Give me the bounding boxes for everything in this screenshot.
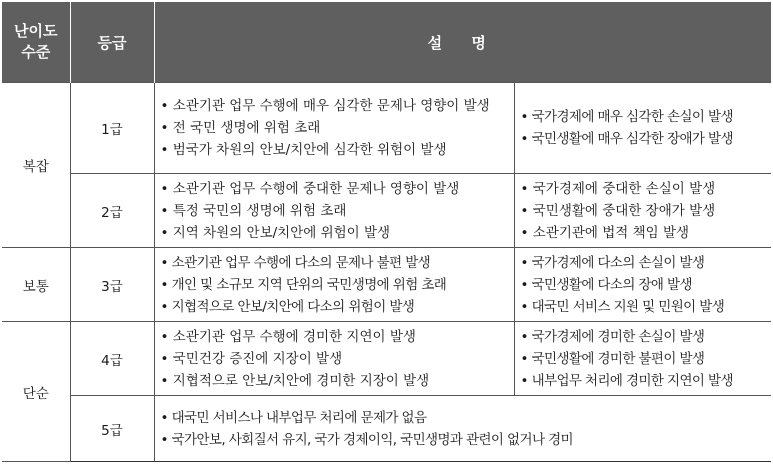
grade-2-description-right xyxy=(514,174,771,248)
header-grade: 등급 xyxy=(70,2,154,83)
grade-2-description-left xyxy=(154,174,514,248)
table-row-grade-4 xyxy=(2,322,771,396)
grade-3-description-right xyxy=(514,248,771,322)
list-item: • 지역 차원의 안보/치안에 위험이 발생 xyxy=(161,222,510,244)
list-item: • 국민생활에 경미한 불편이 발생 xyxy=(521,348,768,370)
list-item: • 소관기관에 법적 책임 발생 xyxy=(521,222,768,244)
level-simple: 단순 xyxy=(2,322,70,462)
list-item: • 범국가 차원의 안보/치안에 심각한 위험이 발생 xyxy=(161,139,510,161)
list-item: • 국민생활에 중대한 장애가 발생 xyxy=(521,200,768,222)
level-normal: 보통 xyxy=(2,248,70,322)
list-item: • 국가경제에 매우 심각한 손실이 발생 xyxy=(521,106,768,128)
list-item: • 대국민 서비스나 내부업무 처리에 문제가 없음 xyxy=(161,407,768,429)
level-complex: 복잡 xyxy=(2,83,70,248)
grade-2: 2급 xyxy=(70,174,154,248)
grade-4: 4급 xyxy=(70,322,154,396)
grade-1-description-right xyxy=(514,83,771,174)
grade-5-description xyxy=(154,396,771,462)
grade-3: 3급 xyxy=(70,248,154,322)
list-item: • 소관기관 업무 수행에 중대한 문제나 영향이 발생 xyxy=(161,178,510,200)
grade-1-description-left xyxy=(154,83,514,174)
grade-4-description-right xyxy=(514,322,771,396)
list-item: • 개인 및 소규모 지역 단위의 국민생명에 위험 초래 xyxy=(161,274,510,296)
header-description: 설 명 xyxy=(154,2,771,83)
grade-3-description-left xyxy=(154,248,514,322)
table-row-grade-2 xyxy=(2,174,771,248)
list-item: • 소관기관 업무 수행에 다소의 문제나 불편 발생 xyxy=(161,252,510,274)
list-item: • 특정 국민의 생명에 위험 초래 xyxy=(161,200,510,222)
list-item: • 국가안보, 사회질서 유지, 국가 경제이익, 국민생명과 관련이 없거나 경미 xyxy=(161,429,768,451)
list-item: • 지협적으로 안보/치안에 경미한 지장이 발생 xyxy=(161,370,510,392)
grade-1: 1급 xyxy=(70,83,154,174)
header-difficulty-line2: 수준 xyxy=(21,43,51,61)
list-item: • 전 국민 생명에 위험 초래 xyxy=(161,117,510,139)
header-difficulty-line1: 난이도 xyxy=(14,22,58,40)
table-row-grade-3 xyxy=(2,248,771,322)
list-item: • 소관기관 업무 수행에 경미한 지연이 발생 xyxy=(161,326,510,348)
list-item: • 지협적으로 안보/치안에 다소의 위험이 발생 xyxy=(161,296,510,318)
header-difficulty xyxy=(2,2,70,83)
list-item: • 국가경제에 중대한 손실이 발생 xyxy=(521,178,768,200)
list-item: • 국민생활에 다소의 장애 발생 xyxy=(521,274,768,296)
list-item: • 국민생활에 매우 심각한 장애가 발생 xyxy=(521,128,768,150)
grade-5: 5급 xyxy=(70,396,154,462)
list-item: • 국가경제에 경미한 손실이 발생 xyxy=(521,326,768,348)
difficulty-grade-table xyxy=(2,2,771,462)
header-row xyxy=(2,2,771,83)
table-row-grade-1 xyxy=(2,83,771,174)
list-item: • 소관기관 업무 수행에 매우 심각한 문제나 영향이 발생 xyxy=(161,95,510,117)
list-item: • 내부업무 처리에 경미한 지연이 발생 xyxy=(521,370,768,392)
list-item: • 대국민 서비스 지원 및 민원이 발생 xyxy=(521,296,768,318)
grade-4-description-left xyxy=(154,322,514,396)
table-row-grade-5 xyxy=(2,396,771,462)
list-item: • 국가경제에 다소의 손실이 발생 xyxy=(521,252,768,274)
list-item: • 국민건강 증진에 지장이 발생 xyxy=(161,348,510,370)
